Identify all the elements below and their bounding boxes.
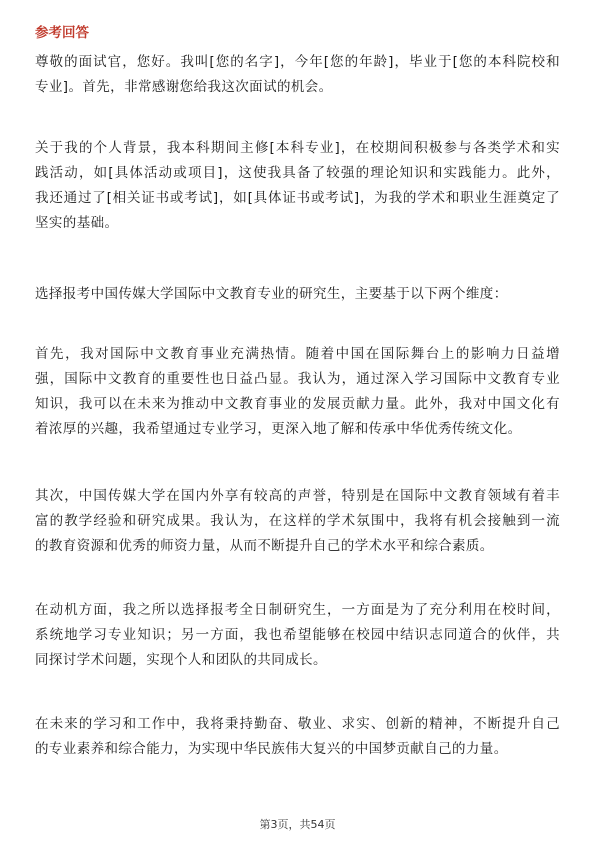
paragraph-line: 坚实的基础。 [35,215,119,231]
paragraph-university [35,484,560,559]
paragraph-line: 知识，我可以在未来为推动中文教育事业的发展贡献力量。此外，我对中国文化有 [35,396,560,412]
paragraph-line: 同探讨学术问题，实现个人和团队的共同成长。 [35,652,327,668]
paragraph-greeting [35,50,560,100]
paragraph-line: 富的教学经验和研究成果。我认为，在这样的学术氛围中，我将有机会接触到一流 [35,513,560,529]
paragraph-passion [35,342,560,442]
paragraph-line: 选择报考中国传媒大学国际中文教育专业的研究生，主要基于以下两个维度： [35,286,508,302]
paragraph-line: 我还通过了[相关证书或考试]，如[具体证书或考试]，为我的学术和职业生涯奠定了 [35,190,560,206]
paragraph-background [35,136,560,236]
paragraph-line: 专业]。首先，非常感谢您给我这次面试的机会。 [35,79,333,95]
paragraph-line: 尊敬的面试官，您好。我叫[您的名字]，今年[您的年龄]，毕业于[您的本科院校和 [35,54,560,70]
paragraph-line: 关于我的个人背景，我本科期间主修[本科专业]，在校期间积极参与各类学术和实 [35,140,560,156]
page-number-footer: 第3页，共54页 [259,818,336,831]
paragraph-line: 强，国际中文教育的重要性也日益凸显。我认为，通过深入学习国际中文教育专业 [35,371,560,387]
paragraph-line: 的专业素养和综合能力，为实现中华民族伟大复兴的中国梦贡献自己的力量。 [35,741,508,757]
section-heading: 参考回答 [35,25,89,41]
paragraph-future [35,712,560,762]
paragraph-line: 着浓厚的兴趣，我希望通过专业学习，更深入地了解和传承中华优秀传统文化。 [35,421,522,437]
paragraph-reasons-intro [35,282,560,307]
paragraph-motivation [35,598,560,673]
paragraph-line: 在动机方面，我之所以选择报考全日制研究生，一方面是为了充分利用在校时间， [35,602,560,618]
paragraph-line: 在未来的学习和工作中，我将秉持勤奋、敬业、求实、创新的精神，不断提升自己 [35,716,560,732]
paragraph-line: 其次，中国传媒大学在国内外享有较高的声誉，特别是在国际中文教育领域有着丰 [35,488,560,504]
paragraph-line: 的教育资源和优秀的师资力量，从而不断提升自己的学术水平和综合素质。 [35,538,494,554]
paragraph-line: 践活动，如[具体活动或项目]，这使我具备了较强的理论知识和实践能力。此外， [35,165,560,181]
paragraph-line: 首先，我对国际中文教育事业充满热情。随着中国在国际舞台上的影响力日益增 [35,346,560,362]
paragraph-line: 系统地学习专业知识；另一方面，我也希望能够在校园中结识志同道合的伙伴，共 [35,627,560,643]
